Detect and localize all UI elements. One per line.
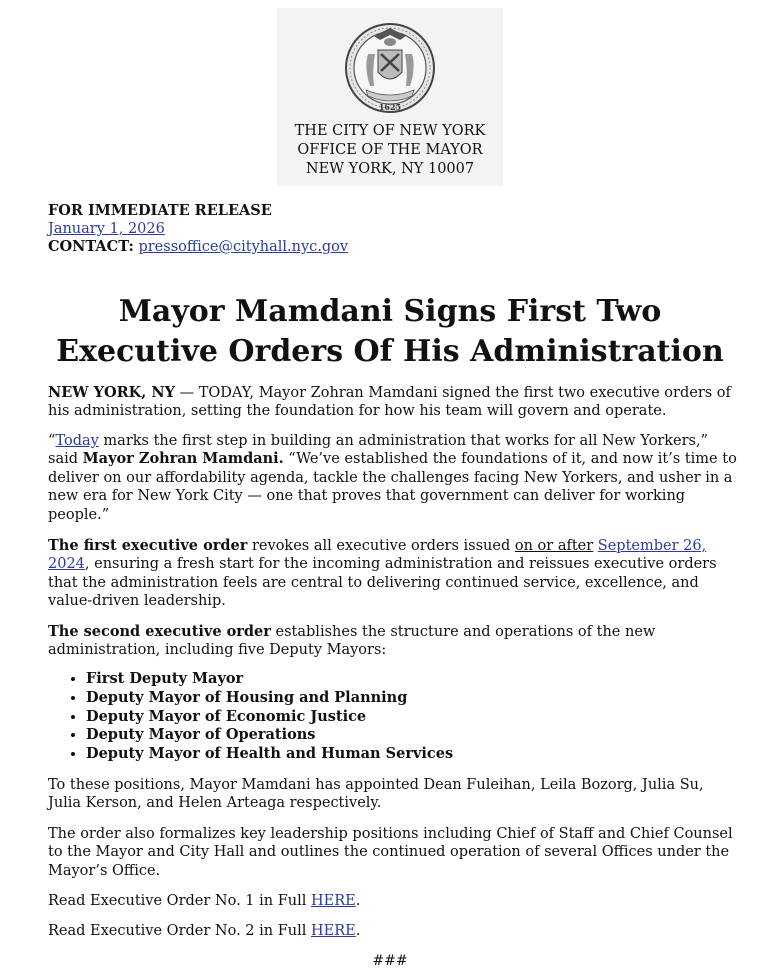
- headline: [0, 292, 780, 372]
- first-order-part-1: revokes all executive orders issued: [247, 538, 515, 554]
- eo1-here-link[interactable]: HERE: [311, 893, 356, 909]
- read-eo1-text: Read Executive Order No. 1 in Full: [48, 893, 311, 909]
- release-info: [48, 202, 348, 256]
- letterhead-city: THE CITY OF NEW YORK: [294, 123, 486, 139]
- today-link[interactable]: Today: [55, 433, 99, 449]
- first-order-lead: The first executive order: [48, 537, 248, 554]
- formalizes-paragraph: The order also formalizes key leadership positions including Chief of Staff and Chief Counsel to the Mayor and City Hall and outlines the continued operation of several Offices under the Mayor’s Office.: [48, 826, 733, 879]
- read-eo2-text: Read Executive Order No. 2 in Full: [48, 923, 311, 939]
- intro-paragraph: [48, 384, 738, 421]
- svg-text:1625: 1625: [378, 102, 402, 112]
- quote-speaker: Mayor Zohran Mamdani.: [82, 450, 284, 468]
- first-order-paragraph: [48, 537, 738, 611]
- list-item: • Deputy Mayor of Economic Justice: [86, 708, 776, 727]
- headline-line-2: Executive Orders Of His Administration: [56, 334, 724, 369]
- read-eo2-period: .: [355, 923, 361, 939]
- letterhead: [277, 8, 503, 186]
- list-item: • Deputy Mayor of Operations: [86, 726, 776, 745]
- quote-open: “: [48, 433, 56, 449]
- on-or-after-text: on or after: [514, 538, 594, 554]
- contact-email-link[interactable]: pressoffice@cityhall.nyc.gov: [138, 239, 349, 255]
- read-eo1-line: [48, 892, 738, 910]
- september-date-link[interactable]: September 26, 2024: [48, 538, 707, 573]
- appointments-paragraph: To these positions, Mayor Mamdani has appointed Dean Fuleihan, Leila Bozorg, Julia Su, Julia Kerson, and Helen Arteaga respectively.: [48, 777, 704, 812]
- quote-part-2: “We’ve established the foundations of it, and now it’s time to deliver on our affordability agenda, tackle the challenges facing New Yorkers, and usher in a new era for New York City — one that proves that government can deliver for working people.”: [48, 451, 737, 523]
- release-label: FOR IMMEDIATE RELEASE: [48, 202, 272, 219]
- quote-part-1: marks the first step in building an administration that works for all New Yorkers,” said: [48, 433, 709, 468]
- eo2-here-link[interactable]: HERE: [311, 923, 356, 939]
- contact-label: CONTACT:: [48, 238, 134, 255]
- end-mark: ###: [372, 953, 408, 969]
- second-order-lead: The second executive order: [48, 623, 271, 640]
- quote-paragraph: [48, 432, 738, 524]
- headline-line-1: Mayor Mamdani Signs First Two: [118, 294, 662, 329]
- release-date-link[interactable]: January 1, 2026: [48, 221, 165, 237]
- dateline: NEW YORK, NY: [48, 384, 175, 401]
- read-eo2-line: [48, 922, 738, 940]
- list-item: • First Deputy Mayor: [86, 670, 776, 689]
- list-item: • Deputy Mayor of Health and Human Services: [86, 745, 776, 764]
- list-item: • Deputy Mayor of Housing and Planning: [86, 689, 776, 708]
- letterhead-office: OFFICE OF THE MAYOR: [297, 142, 483, 158]
- intro-text: — TODAY, Mayor Zohran Mamdani signed the first two executive orders of his administration, setting the foundation for how his team will govern and operate.: [48, 385, 731, 420]
- first-order-part-2: , ensuring a fresh start for the incoming administration and reissues executive orders that the administration feels are central to delivering continued service, excellence, and value-driven leadership.: [48, 556, 717, 610]
- nyc-seal-icon: [344, 16, 436, 126]
- second-order-paragraph: [48, 623, 738, 660]
- letterhead-address: NEW YORK, NY 10007: [305, 161, 475, 177]
- second-order-text: establishes the structure and operations of the new administration, including five Deputy Mayors:: [48, 624, 656, 659]
- deputy-mayor-list: [48, 670, 776, 764]
- read-eo1-period: .: [355, 893, 361, 909]
